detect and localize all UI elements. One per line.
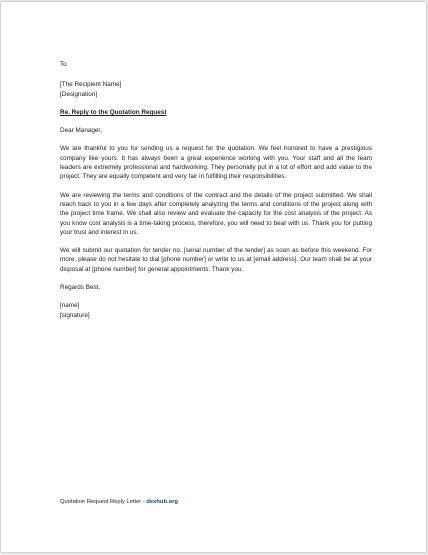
salutation: Dear Manager, bbox=[60, 127, 102, 135]
page-footer bbox=[60, 498, 178, 506]
sender-name: [name] bbox=[60, 302, 80, 310]
paragraph-3: We will submit our quotation for tender no. [serial number of the tender] as soon as before this weekend. For more, please do not hesitate to dial [phone number] or write to us at [email address]. Our team shall be at your disposal at [phone number] for general appointments. Thank you. bbox=[60, 247, 372, 273]
subject-line: Re. Reply to the Quotation Request bbox=[60, 108, 167, 116]
footer-separator: - bbox=[141, 499, 147, 505]
letter-body bbox=[60, 60, 372, 320]
footer-title: Quotation Request Reply Letter bbox=[60, 499, 142, 505]
recipient-name: [The Recipient Name] bbox=[60, 81, 122, 89]
sender-signature: [signature] bbox=[60, 311, 90, 319]
recipient-designation: [Designation] bbox=[60, 90, 98, 98]
footer-site: dexhub.org bbox=[146, 499, 178, 505]
paragraph-1: We are thankful to you for sending us a request for the quotation. We feel honored to have a prestigious company like yours. It has always been a great experience working with you. Your staff and all the team leaders are extremely professional and hardworking. They personally put in a lot of effort and add value to the project. They are equally competent and very fair in fulfilling their responsibilities. bbox=[60, 145, 372, 181]
paragraph-2: We are reviewing the terms and conditions of the contract and the details of the project submitted. We shall reach back to you in a few days after completely analyzing the terms and conditions of the project along with the project time frame. We shall also review and evaluate the capacity for the cost analysis of the project. As you know cost analysis is a time-taking process, therefore, you will need to bear with us. Thank you for putting your trust and interest in us. bbox=[60, 191, 372, 236]
to-line: To bbox=[60, 61, 67, 68]
document-page bbox=[1, 2, 426, 552]
closing: Regards Best, bbox=[60, 284, 101, 292]
